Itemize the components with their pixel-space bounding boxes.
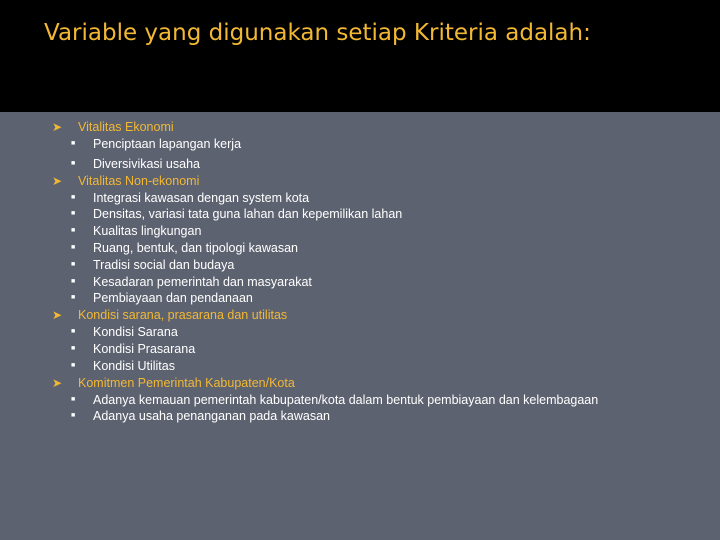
criteria-list bbox=[52, 119, 672, 425]
sub-list bbox=[52, 324, 672, 374]
square-bullet-icon: ■ bbox=[71, 159, 76, 167]
list-item bbox=[52, 274, 672, 291]
list-item-text: Kondisi Prasarana bbox=[93, 341, 196, 356]
list-item bbox=[52, 290, 672, 307]
section-komitmen-pemerintah bbox=[52, 375, 672, 426]
square-bullet-icon: ■ bbox=[71, 193, 76, 201]
list-item bbox=[52, 324, 672, 341]
list-item bbox=[52, 408, 672, 425]
section-label: Vitalitas Ekonomi bbox=[78, 120, 174, 134]
arrow-icon: ➤ bbox=[52, 173, 63, 188]
square-bullet-icon: ■ bbox=[71, 412, 76, 420]
list-item bbox=[52, 156, 672, 173]
section-label: Vitalitas Non-ekonomi bbox=[78, 173, 200, 188]
arrow-icon: ➤ bbox=[52, 375, 63, 390]
square-bullet-icon: ■ bbox=[71, 277, 76, 285]
arrow-icon: ➤ bbox=[52, 308, 63, 323]
square-bullet-icon: ■ bbox=[71, 260, 76, 268]
square-bullet-icon: ■ bbox=[71, 395, 76, 403]
square-bullet-icon: ■ bbox=[71, 294, 76, 302]
sub-list bbox=[52, 136, 672, 173]
list-item bbox=[52, 190, 672, 207]
section-label: Kondisi sarana, prasarana dan utilitas bbox=[78, 308, 288, 323]
list-item bbox=[52, 206, 672, 223]
list-item-text: Adanya usaha penanganan pada kawasan bbox=[93, 409, 331, 424]
section-vitalitas-non-ekonomi bbox=[52, 173, 672, 308]
list-item-text: Pembiayaan dan pendanaan bbox=[93, 291, 253, 306]
section-kondisi-sarana bbox=[52, 307, 672, 374]
list-item bbox=[52, 358, 672, 375]
list-item-text: Kesadaran pemerintah dan masyarakat bbox=[93, 274, 312, 289]
square-bullet-icon: ■ bbox=[71, 243, 76, 251]
square-bullet-icon: ■ bbox=[71, 140, 76, 147]
list-item bbox=[52, 257, 672, 274]
square-bullet-icon: ■ bbox=[71, 328, 76, 336]
list-item-text: Penciptaan lapangan kerja bbox=[93, 137, 242, 151]
section-heading bbox=[52, 173, 672, 190]
title-band bbox=[0, 0, 720, 112]
slide-title: Variable yang digunakan setiap Kriteria adalah: bbox=[44, 20, 591, 46]
section-heading bbox=[52, 375, 672, 392]
list-item-text: Kondisi Sarana bbox=[93, 325, 178, 340]
list-item-text: Densitas, variasi tata guna lahan dan kepemilikan lahan bbox=[93, 207, 403, 222]
square-bullet-icon: ■ bbox=[71, 227, 76, 235]
section-heading bbox=[52, 119, 672, 136]
list-item bbox=[52, 240, 672, 257]
sub-list bbox=[52, 190, 672, 308]
section-label: Komitmen Pemerintah Kabupaten/Kota bbox=[78, 375, 295, 390]
sub-list bbox=[52, 392, 672, 426]
list-item bbox=[52, 341, 672, 358]
list-item bbox=[52, 223, 672, 240]
list-item-text: Kualitas lingkungan bbox=[93, 224, 202, 239]
list-item-text: Kondisi Utilitas bbox=[93, 358, 175, 373]
section-heading bbox=[52, 307, 672, 324]
square-bullet-icon: ■ bbox=[71, 344, 76, 352]
list-item-text: Ruang, bentuk, dan tipologi kawasan bbox=[93, 240, 299, 255]
list-item-text: Tradisi social dan budaya bbox=[93, 257, 235, 272]
section-vitalitas-ekonomi bbox=[52, 119, 672, 173]
square-bullet-icon: ■ bbox=[71, 210, 76, 218]
square-bullet-icon: ■ bbox=[71, 361, 76, 369]
list-item-text: Adanya kemauan pemerintah kabupaten/kota dalam bentuk pembiayaan dan kelembagaan bbox=[93, 392, 599, 407]
list-item bbox=[52, 136, 672, 153]
list-item bbox=[52, 392, 672, 409]
list-item-text: Integrasi kawasan dengan system kota bbox=[93, 190, 310, 205]
list-item-text: Diversivikasi usaha bbox=[93, 156, 200, 171]
arrow-icon: ➤ bbox=[52, 120, 63, 134]
